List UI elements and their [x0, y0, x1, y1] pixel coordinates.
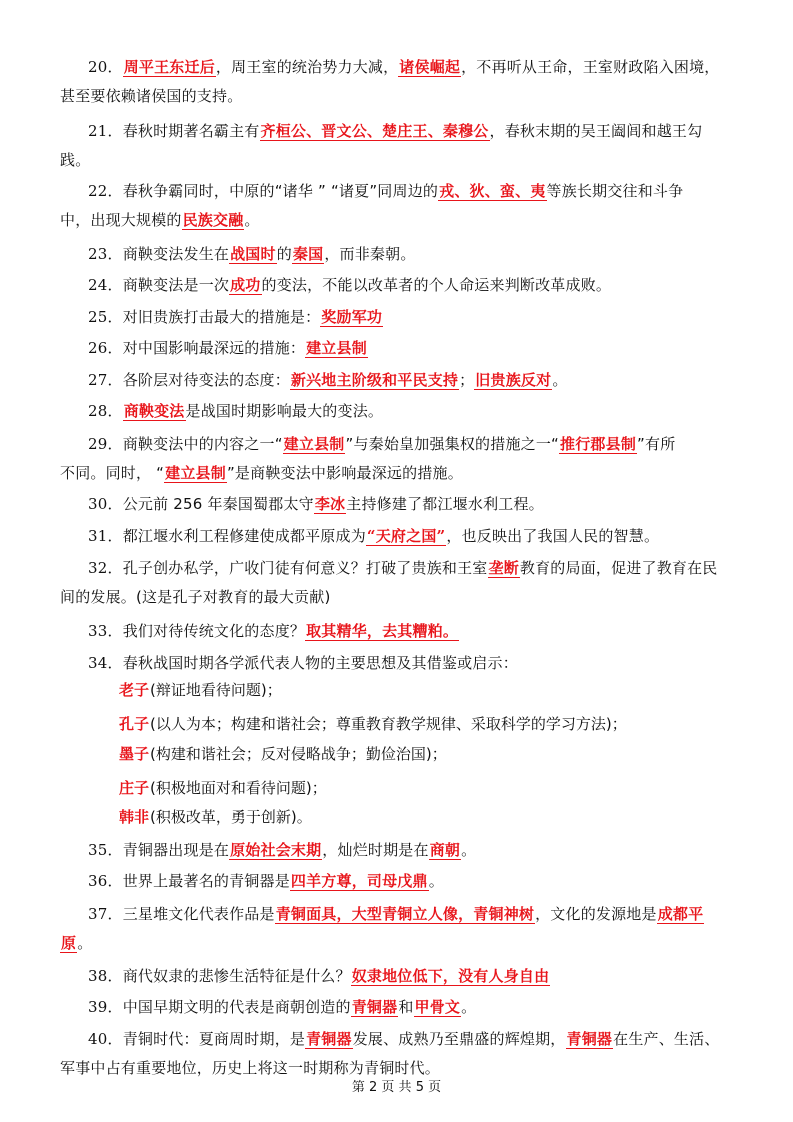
question-number: 22． — [88, 182, 123, 200]
answer-keyword: 取其精华，去其糟粕。 — [306, 622, 459, 640]
question-text: ，文化的发源地是 — [535, 905, 657, 923]
question-item — [60, 1025, 740, 1083]
question-number: 23． — [88, 245, 123, 263]
question-text: 我们对待传统文化的态度？ — [122, 622, 306, 640]
question-text: ，灿烂时期是在 — [322, 841, 429, 859]
question-item — [60, 53, 740, 111]
question-text: 中，出现大规模的 — [60, 211, 182, 229]
answer-keyword: 建立县制 — [306, 339, 367, 357]
philosopher-thought: (辩证地看待问题)； — [150, 681, 282, 699]
question-number: 20． — [88, 58, 123, 76]
answer-keyword: 新兴地主阶级和平民支持 — [290, 371, 459, 389]
question-number: 25． — [88, 308, 123, 326]
question-text: 。 — [461, 998, 477, 1016]
question-number: 21． — [88, 122, 123, 140]
question-text: 甚至要依赖诸侯国的支持。 — [60, 87, 243, 105]
question-text: 商代奴隶的悲惨生活特征是什么？ — [122, 967, 351, 985]
answer-keyword: 甲骨文 — [414, 998, 461, 1016]
question-number: 24． — [88, 276, 123, 294]
answer-keyword: 商朝 — [429, 841, 461, 859]
question-item — [60, 240, 740, 269]
answer-keyword: 原始社会末期 — [230, 841, 322, 859]
question-text: 不同。同时， “ — [60, 464, 165, 482]
philosopher-thought: (积极地面对和看待问题)； — [150, 779, 327, 797]
question-item — [60, 962, 740, 991]
philosopher-thought: (构建和谐社会；反对侵略战争；勤俭治国)； — [150, 745, 447, 763]
question-text: 是战国时期影响最大的变法。 — [185, 402, 384, 420]
question-text: 践。 — [60, 151, 91, 169]
school-item — [118, 740, 447, 769]
question-item — [60, 117, 740, 175]
question-text: ，春秋末期的吴王阖闾和越王勾 — [489, 122, 703, 140]
question-item — [60, 836, 740, 865]
question-item — [60, 522, 740, 551]
question-item — [60, 177, 740, 235]
question-item — [60, 649, 740, 678]
question-text: 孔子创办私学，广收门徒有何意义？打破了贵族和王室 — [122, 559, 488, 577]
question-number: 34． — [88, 654, 123, 672]
school-item — [118, 803, 312, 832]
question-text: 在生产、生活、 — [613, 1030, 720, 1048]
question-text: 中国早期文明的代表是商朝创造的 — [122, 998, 351, 1016]
question-text: 军事中占有重要地位，历史上将这一时期称为青铜时代。 — [60, 1059, 441, 1077]
answer-keyword: 商鞅变法 — [123, 402, 185, 420]
question-text: 青铜器出现是在 — [122, 841, 230, 859]
answer-keyword: 秦国 — [292, 245, 324, 263]
question-text: ”是商鞅变法中影响最深远的措施。 — [226, 464, 463, 482]
answer-keyword: 推行郡县制 — [560, 435, 637, 453]
question-text: 各阶层对待变法的态度： — [122, 371, 290, 389]
question-text: ”与秦始皇加强集权的措施之一“ — [345, 435, 560, 453]
question-text: 商鞅变法发生在 — [122, 245, 230, 263]
question-number: 39． — [88, 998, 123, 1016]
question-item — [60, 397, 740, 426]
question-number: 35． — [88, 841, 123, 859]
answer-keyword: 建立县制 — [165, 464, 226, 482]
question-text: 对中国影响最深远的措施： — [122, 339, 306, 357]
answer-keyword: 四羊方尊，司母戊鼎 — [290, 872, 428, 890]
question-text: 的变法，不能以改革者的个人命运来判断改革成败。 — [261, 276, 612, 294]
question-text: 。 — [244, 211, 260, 229]
question-text: 主持修建了都江堰水利工程。 — [346, 495, 544, 513]
question-text: 春秋时期著名霸主有 — [122, 122, 260, 140]
answer-keyword: 青铜器 — [306, 1030, 352, 1048]
question-item — [60, 334, 740, 363]
answer-keyword: 奴隶地位低下，没有人身自由 — [351, 967, 550, 985]
question-text: 三星堆文化代表作品是 — [122, 905, 275, 923]
philosopher-name: 墨子 — [119, 745, 150, 763]
question-item — [60, 430, 740, 488]
question-text: 都江堰水利工程修建使成都平原成为 — [122, 527, 366, 545]
question-text: 商鞅变法中的内容之一“ — [122, 435, 283, 453]
question-text: ； — [459, 371, 475, 389]
answer-keyword: 民族交融 — [182, 211, 244, 229]
philosopher-name: 老子 — [119, 681, 150, 699]
question-text: 等族长期交往和斗争 — [546, 182, 684, 200]
school-item — [118, 774, 327, 803]
question-text: 对旧贵族打击最大的措施是： — [122, 308, 321, 326]
answer-keyword: 垄断 — [488, 559, 519, 577]
question-item — [60, 900, 740, 958]
philosopher-name: 韩非 — [119, 808, 150, 826]
answer-keyword: 青铜面具，大型青铜立人像，青铜神树 — [275, 905, 535, 923]
question-number: 37． — [88, 905, 123, 923]
question-item — [60, 867, 740, 896]
question-item — [60, 303, 740, 332]
question-text: ”有所 — [637, 435, 676, 453]
answer-keyword: 齐桓公、晋文公、楚庄王、秦穆公 — [260, 122, 489, 140]
question-number: 26． — [88, 339, 123, 357]
question-number: 40． — [88, 1030, 123, 1048]
philosopher-thought: (积极改革，勇于创新)。 — [150, 808, 312, 826]
question-item — [60, 490, 740, 519]
school-item — [118, 710, 627, 739]
question-text: ，不再听从王命，王室财政陷入困境， — [461, 58, 720, 76]
question-text: 。 — [77, 934, 93, 952]
question-number: 33． — [88, 622, 123, 640]
question-text: 。 — [552, 371, 568, 389]
question-item — [60, 366, 740, 395]
question-number: 27． — [88, 371, 123, 389]
answer-keyword: 青铜器 — [351, 998, 398, 1016]
question-text: 春秋战国时期各学派代表人物的主要思想及其借鉴或启示： — [122, 654, 518, 672]
question-number: 30． — [88, 495, 123, 513]
answer-keyword: 奖励军功 — [321, 308, 383, 326]
answer-keyword: 原 — [61, 934, 77, 952]
answer-keyword: 战国时 — [230, 245, 276, 263]
answer-keyword: 成都平 — [657, 905, 704, 923]
question-number: 36． — [88, 872, 123, 890]
philosopher-thought: (以人为本；构建和谐社会；尊重教育教学规律、采取科学的学习方法)； — [150, 715, 627, 733]
question-text: 和 — [398, 998, 414, 1016]
question-text: 间的发展。(这是孔子对教育的最大贡献) — [60, 588, 331, 606]
philosopher-name: 庄子 — [119, 779, 150, 797]
question-item — [60, 554, 740, 612]
question-number: 38． — [88, 967, 123, 985]
answer-keyword: 戎、狄、蛮、夷 — [439, 182, 546, 200]
question-number: 32． — [88, 559, 123, 577]
question-number: 31． — [88, 527, 123, 545]
question-text: ，周王室的统治势力大减， — [215, 58, 399, 76]
answer-keyword: 李冰 — [314, 495, 346, 513]
question-text: ，也反映出了我国人民的智慧。 — [446, 527, 660, 545]
question-text: ，而非秦朝。 — [324, 245, 416, 263]
question-text: 的 — [276, 245, 292, 263]
page-footer: 第 2 页 共 5 页 — [351, 1080, 442, 1095]
question-text: 世界上最著名的青铜器是 — [122, 872, 290, 890]
question-text: 公元前 256 年秦国蜀郡太守 — [122, 495, 314, 513]
answer-keyword: 周平王东迁后 — [123, 58, 215, 76]
question-text: 教育的局面，促进了教育在民 — [519, 559, 718, 577]
question-text: 春秋争霸同时，中原的“诸华 ” “诸夏”同周边的 — [122, 182, 439, 200]
answer-keyword: 旧贵族反对 — [475, 371, 552, 389]
answer-keyword: 成功 — [230, 276, 261, 294]
question-number: 28． — [88, 402, 123, 420]
question-text: 青铜时代：夏商周时期，是 — [122, 1030, 306, 1048]
question-text: 。 — [428, 872, 444, 890]
philosopher-name: 孔子 — [119, 715, 150, 733]
question-number: 29． — [88, 435, 123, 453]
answer-keyword: 青铜器 — [566, 1030, 613, 1048]
answer-keyword: 诸侯崛起 — [399, 58, 461, 76]
question-item — [60, 271, 740, 300]
answer-keyword: 建立县制 — [283, 435, 345, 453]
question-item — [60, 617, 740, 646]
school-item — [118, 676, 282, 705]
question-text: 发展、成熟乃至鼎盛的辉煌期， — [352, 1030, 566, 1048]
question-text: 商鞅变法是一次 — [122, 276, 230, 294]
question-item — [60, 993, 740, 1022]
answer-keyword: “天府之国” — [366, 527, 446, 545]
question-text: 。 — [461, 841, 477, 859]
